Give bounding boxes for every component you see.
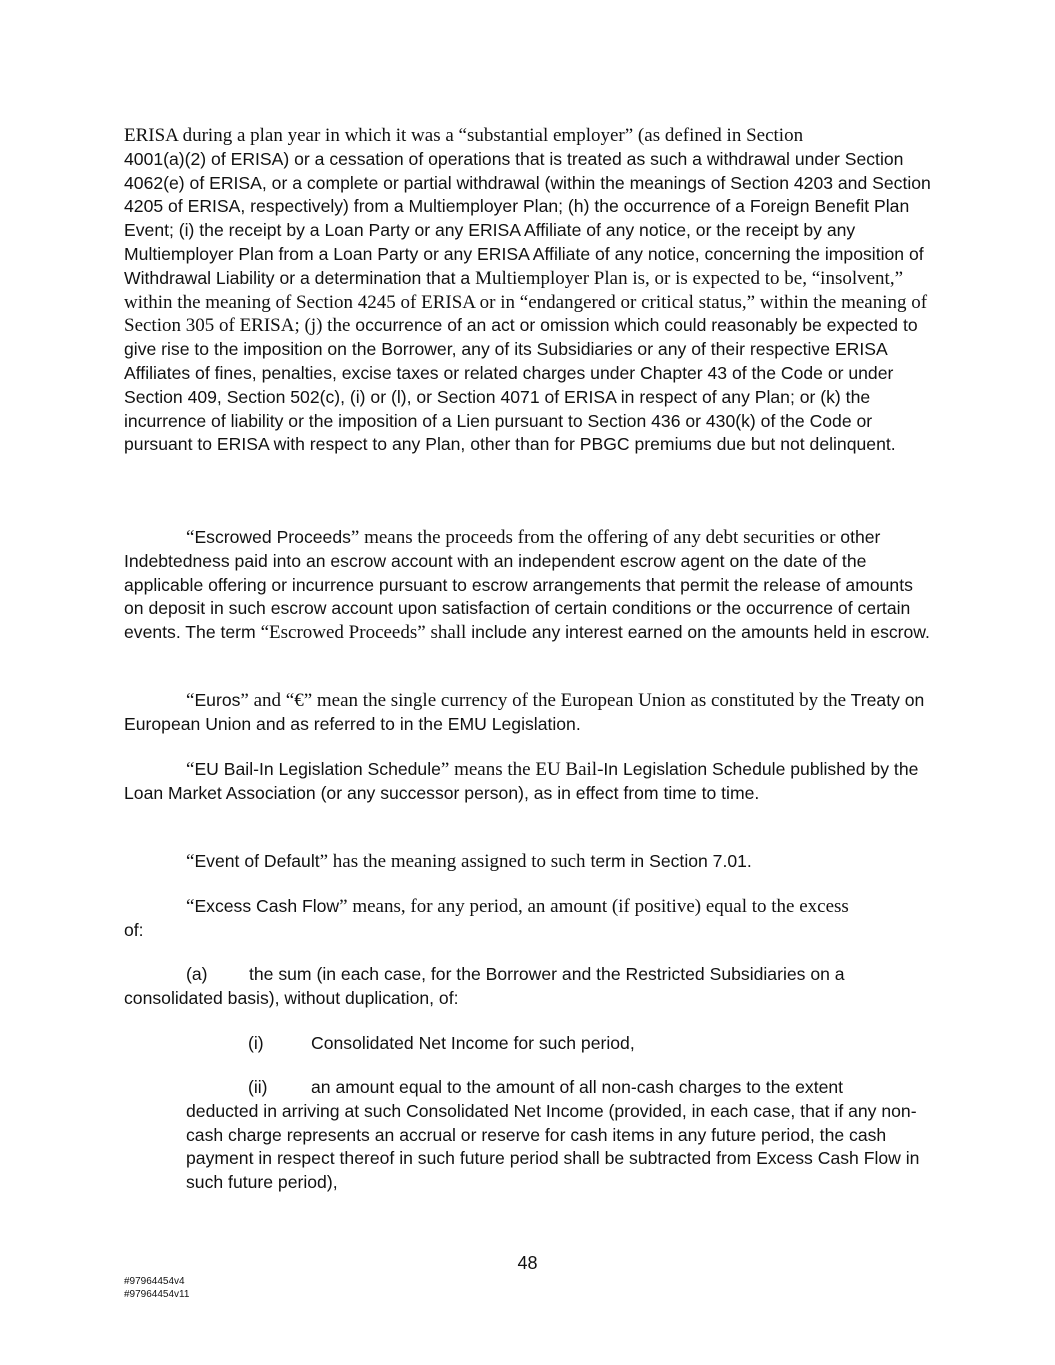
eu-bail-in-definition-lead: ” means the EU Bail-	[440, 759, 604, 780]
page-number: 48	[517, 1253, 538, 1273]
escrowed-tail-text: include any interest earned on the amounts held in escrow.	[466, 622, 930, 643]
definition-eu-bail-in	[124, 758, 936, 806]
escrowed-body-text: other Indebtedness paid into an escrow account with an independent escrow agent on the date of the applicable offering or incurrence pursuant to escrow arrangements that permit the release of amounts on deposit in such escrow account upon satisfaction of certain conditions or the occurrence of certain events. The term	[124, 527, 913, 643]
euros-open-quote: “	[186, 690, 195, 711]
paragraph-erisa-continuation	[124, 124, 936, 457]
erisa-body-text: 4001(a)(2) of ERISA) or a cessation of operations that is treated as such a withdrawal under Section 4062(e) of ERISA, or a complete or partial withdrawal (within the meanings of Section 4203 and Section 4205 of ERISA, respectively) from a Multiemployer Plan; (h) the occurrence of a Foreign Benefit Plan Event; (i) the receipt by a Loan Party or any ERISA Affiliate of any notice, or the receipt by any Multiemployer Plan from a Loan Party or any ERISA Affiliate of any notice, concerning the imposition of Withdrawal Liability or a determination that a	[124, 148, 931, 288]
excess-cash-definition: ” means, for any period, an amount (if positive) equal to the excess	[339, 896, 849, 917]
clause-ii-lead: an amount equal to the amount of all non-cash charges to the extent	[311, 1077, 844, 1097]
erisa-serif-text: Multiemployer Plan is, or is expected to be, “insolvent,” within the meaning of Section 4245 of ERISA or in “endangered or critical status,” within the meaning of Section 305 of ERISA; (j) the	[124, 267, 928, 337]
clause-ii-label: (ii)	[248, 1077, 268, 1097]
definition-euros	[124, 689, 936, 737]
eu-bail-in-definition-rest: In Legislation Schedule	[603, 759, 786, 779]
clause-i-label: (i)	[248, 1033, 264, 1053]
clause-ii	[186, 1076, 936, 1195]
excess-cash-open-quote: “	[186, 896, 195, 917]
clause-a	[124, 963, 936, 1011]
escrowed-open-quote: “	[186, 527, 195, 548]
clause-i	[248, 1032, 635, 1056]
definition-excess-cash-flow	[124, 895, 936, 943]
document-id-2: #97964454v11	[124, 1289, 190, 1300]
eu-bail-in-body-text: published by the Loan Market Association (or any successor person), as in effect from time to time.	[124, 759, 919, 803]
excess-cash-body-text: of:	[124, 919, 144, 940]
definition-event-of-default	[124, 850, 936, 874]
escrowed-serif-term: “Escrowed Proceeds” shall	[260, 622, 467, 644]
euros-definition-lead: ” and “€” mean the single currency of the European Union as constituted by the	[240, 690, 847, 711]
event-default-tail: term in Section 7.01.	[585, 851, 752, 871]
clause-a-label: (a)	[186, 964, 208, 984]
eu-bail-in-term: EU Bail-In Legislation Schedule	[194, 759, 441, 779]
clause-i-text: Consolidated Net Income for such period,	[311, 1033, 635, 1053]
escrowed-term: Escrowed Proceeds	[194, 527, 351, 547]
eu-bail-in-open-quote: “	[186, 759, 195, 780]
clause-a-lead: the sum (in each case, for the Borrower and the Restricted Subsidiaries on a	[249, 964, 845, 984]
erisa-tail-text: occurrence of an act or omission which could reasonably be expected to give rise to the imposition on the Borrower, any of its Subsidiaries or any of their respective ERISA Affiliates of fines, penalties, excise taxes or related charges under Chapter 43 of the Code or under Section 409, Section 502(c), (i) or (l), or Section 4071 of ERISA in respect of any Plan; or (k) the incurrence of liability or the imposition of a Lien pursuant to Section 436 or 430(k) of the Code or pursuant to ERISA with respect to any Plan, other than for PBGC premiums due but not delinquent.	[124, 315, 918, 455]
euros-body-text: Treaty on European Union and as referred to in the EMU Legislation.	[124, 690, 925, 734]
definition-escrowed-proceeds	[124, 526, 936, 645]
event-default-term: Event of Default	[194, 851, 320, 871]
escrowed-definition-lead: ” means the proceeds from the offering of any debt securities or	[350, 527, 836, 548]
erisa-lead-text: ERISA during a plan year in which it was a “substantial employer” (as defined in Section	[124, 125, 804, 146]
excess-cash-term: Excess Cash Flow	[194, 896, 340, 916]
clause-ii-body: deducted in arriving at such Consolidated Net Income (provided, in each case, that if any non-cash charge represents an accrual or reserve for cash items in any future period, the cash payment in respect thereof in such future period shall be subtracted from Excess Cash Flow in such future period),	[186, 1100, 920, 1193]
euros-term: Euros	[194, 690, 241, 710]
document-id-1: #97964454v4	[124, 1276, 185, 1287]
event-default-definition: ” has the meaning assigned to such	[319, 851, 586, 872]
clause-a-body: consolidated basis), without duplication, of:	[124, 987, 459, 1008]
event-default-open-quote: “	[186, 851, 195, 872]
